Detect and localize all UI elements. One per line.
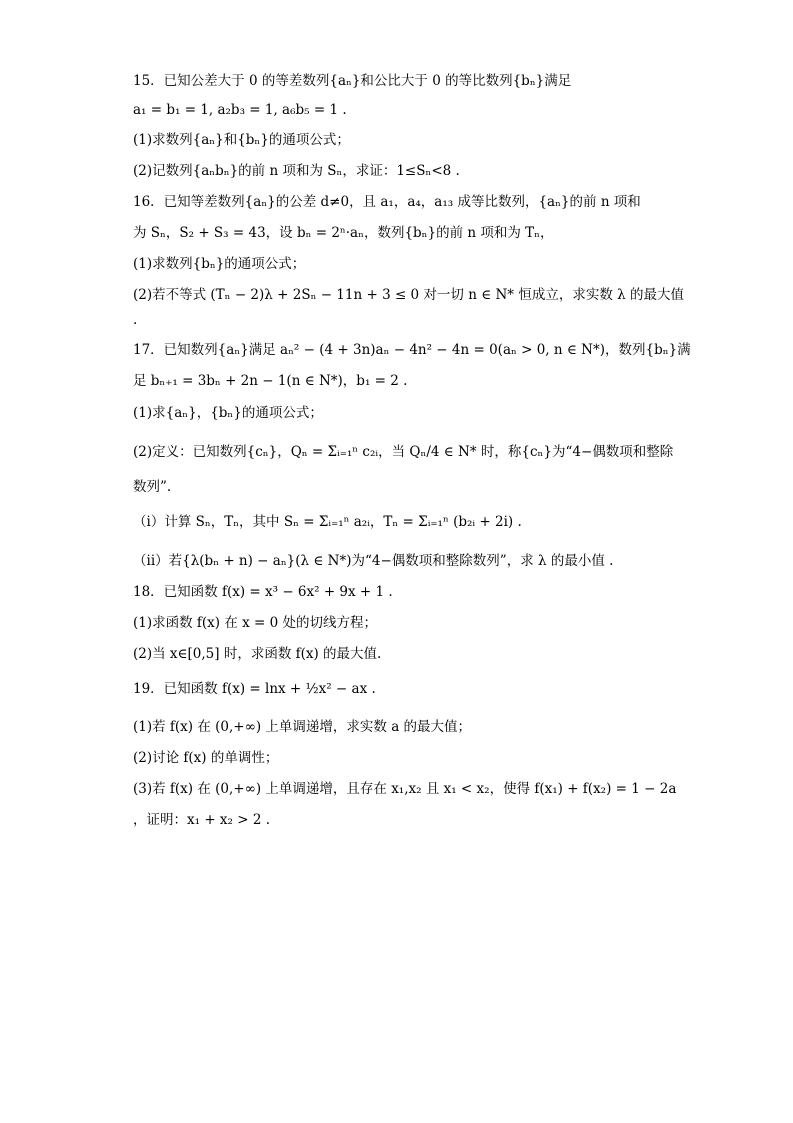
problem-15-stem-line-1: 15．已知公差大于 0 的等差数列{aₙ}和公比大于 0 的等比数列{bₙ}满足 xyxy=(133,73,572,89)
problem-15-part-2: (2)记数列{aₙbₙ}的前 n 项和为 Sₙ，求证：1≤Sₙ<8 . xyxy=(133,163,460,179)
problem-16-stem-line-1: 16．已知等差数列{aₙ}的公差 d≠0，且 a₁，a₄，a₁₃ 成等比数列，{aₙ}的前 n 项和 xyxy=(133,194,641,210)
problem-19-part-1: (1)若 f(x) 在 (0,+∞) 上单调递增，求实数 a 的最大值； xyxy=(133,719,472,735)
problem-17-subpart-i: （i）计算 Sₙ，Tₙ，其中 Sₙ = Σᵢ₌₁ⁿ a₂ᵢ，Tₙ = Σᵢ₌₁ⁿ (b₂ᵢ + 2i) . xyxy=(133,514,522,530)
problem-16-part-2: (2)若不等式 (Tₙ − 2)λ + 2Sₙ − 11n + 3 ≤ 0 对一切 n ∈ N* 恒成立，求实数 λ 的最大值 xyxy=(133,287,684,303)
problem-17-subpart-ii: （ii）若{λ(bₙ + n) − aₙ}(λ ∈ N*)为“4−偶数项和整除数列”，求 λ 的最小值 . xyxy=(133,553,614,569)
problem-19-part-3-line-2: ，证明：x₁ + x₂ > 2 . xyxy=(133,812,271,828)
problem-19-stem: 19．已知函数 f(x) = lnx + ½x² − ax . xyxy=(133,681,376,697)
problem-19-part-2: (2)讨论 f(x) 的单调性； xyxy=(133,750,279,766)
problem-15-part-1: (1)求数列{aₙ}和{bₙ}的通项公式； xyxy=(133,132,350,148)
problem-18-part-1: (1)求函数 f(x) 在 x = 0 处的切线方程； xyxy=(133,615,378,631)
problem-15-stem-line-2: a₁ = b₁ = 1, a₂b₃ = 1, a₆b₅ = 1 . xyxy=(133,102,347,118)
problem-19-part-3-line-1: (3)若 f(x) 在 (0,+∞) 上单调递增，且存在 x₁,x₂ 且 x₁ < x₂，使得 f(x₁) + f(x₂) = 1 − 2a xyxy=(133,781,677,797)
problem-16-part-1: (1)求数列{bₙ}的通项公式； xyxy=(133,256,306,272)
problem-17-part-1: (1)求{aₙ}，{bₙ}的通项公式； xyxy=(133,405,323,421)
problem-18-part-2: (2)当 x∈[0,5] 时，求函数 f(x) 的最大值. xyxy=(133,646,382,662)
problem-16-part-2-end: . xyxy=(133,312,138,328)
problem-18-stem: 18．已知函数 f(x) = x³ − 6x² + 9x + 1 . xyxy=(133,584,393,600)
problem-16-stem-line-2: 为 Sₙ，S₂ + S₃ = 43，设 bₙ = 2ⁿ·aₙ，数列{bₙ}的前 n 项和为 Tₙ， xyxy=(133,225,554,241)
problem-17-part-2-line-1: (2)定义：已知数列{cₙ}，Qₙ = Σᵢ₌₁ⁿ c₂ᵢ，当 Qₙ/4 ∈ N* 时，称{cₙ}为“4−偶数项和整除 xyxy=(133,444,674,460)
problem-17-part-2-line-2: 数列”. xyxy=(133,479,172,495)
problem-17-stem-line-1: 17．已知数列{aₙ}满足 aₙ² − (4 + 3n)aₙ − 4n² − 4n = 0(aₙ > 0, n ∈ N*)，数列{bₙ}满 xyxy=(133,342,691,358)
problem-17-stem-line-2: 足 bₙ₊₁ = 3bₙ + 2n − 1(n ∈ N*)，b₁ = 2 . xyxy=(133,373,408,389)
